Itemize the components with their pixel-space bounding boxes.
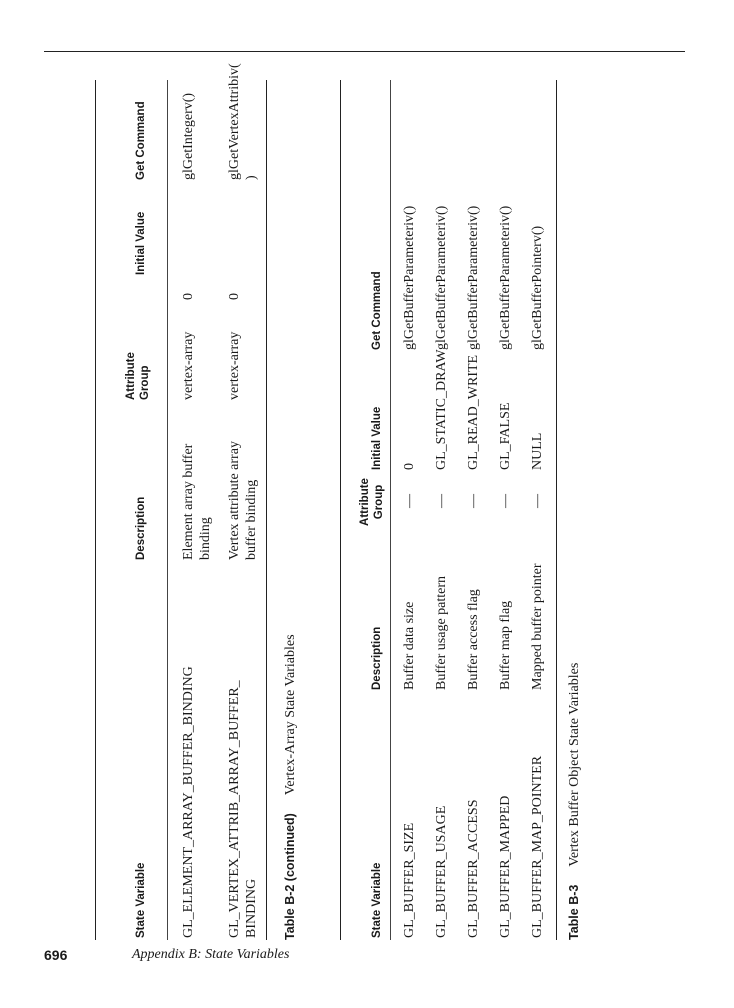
column-header: Attribute Group <box>125 352 151 400</box>
table-cell: GL_BUFFER_MAP_POINTER <box>530 755 545 938</box>
column-header: Initial Value <box>135 211 147 275</box>
table-cell: — <box>530 494 545 508</box>
table-cell: — <box>466 494 481 508</box>
page-number: 696 <box>44 947 68 963</box>
caption-label: Table B-3 <box>567 884 581 940</box>
table-cell: vertex-array <box>227 331 242 400</box>
header-rule <box>390 80 391 940</box>
table-caption <box>566 663 583 940</box>
table-cell: GL_ELEMENT_ARRAY_BUFFER_BINDING <box>181 666 196 938</box>
running-head: Appendix B: State Variables <box>132 947 290 962</box>
table-cell: Buffer map flag <box>498 600 513 690</box>
table-top-rule <box>340 80 341 940</box>
table-cell: glGetVertexAttribiv( ) <box>227 63 259 180</box>
table-cell: Mapped buffer pointer <box>530 563 545 690</box>
table-cell: glGetBufferPointerv() <box>530 225 545 350</box>
table-cell: — <box>402 494 417 508</box>
caption-label: Table B-2 (continued) <box>283 813 297 940</box>
table-cell: 0 <box>227 293 242 300</box>
top-rule <box>44 51 685 52</box>
column-header: Get Command <box>371 271 383 350</box>
caption-text: Vertex-Array State Variables <box>283 634 298 796</box>
table-cell: Buffer data size <box>402 601 417 690</box>
table-cell: Vertex attribute array buffer binding <box>227 441 259 560</box>
table-cell: — <box>498 494 513 508</box>
table-cell: GL_READ_WRITE <box>466 354 481 470</box>
table-cell: GL_VERTEX_ATTRIB_ARRAY_BUFFER_ BINDING <box>227 680 259 938</box>
table-cell: Element array buffer binding <box>181 443 213 560</box>
table-cell: NULL <box>530 432 545 470</box>
table-cell: vertex-array <box>181 331 196 400</box>
table-b3 <box>340 80 580 940</box>
header-rule <box>167 80 168 940</box>
table-cell: glGetBufferParameteriv() <box>466 205 481 350</box>
table-cell: 0 <box>181 293 196 300</box>
table-cell: — <box>434 494 449 508</box>
column-header: Initial Value <box>371 406 383 470</box>
caption-text: Vertex Buffer Object State Variables <box>567 662 582 867</box>
column-header: Description <box>371 626 383 690</box>
column-header: Attribute Group <box>359 478 385 526</box>
table-cell: glGetBufferParameteriv() <box>498 205 513 350</box>
table-cell: GL_BUFFER_USAGE <box>434 805 449 938</box>
table-cell: GL_BUFFER_SIZE <box>402 822 417 938</box>
table-caption <box>282 634 299 940</box>
column-header: Get Command <box>135 101 147 180</box>
column-header: State Variable <box>135 862 147 938</box>
table-cell: GL_STATIC_DRAW <box>434 349 449 470</box>
rotated-page-content <box>90 63 610 940</box>
table-bottom-rule <box>266 80 267 940</box>
table-top-rule <box>95 80 96 940</box>
column-header: Description <box>135 496 147 560</box>
table-bottom-rule <box>556 80 557 940</box>
table-cell: Buffer usage pattern <box>434 575 449 690</box>
table-cell: glGetBufferParameteriv() <box>434 205 449 350</box>
column-header: State Variable <box>371 862 383 938</box>
table-cell: glGetBufferParameteriv() <box>402 205 417 350</box>
table-cell: GL_FALSE <box>498 402 513 470</box>
table-cell: GL_BUFFER_MAPPED <box>498 795 513 938</box>
table-b2 <box>90 63 268 940</box>
table-cell: glGetIntegerv() <box>181 92 196 180</box>
table-cell: Buffer access flag <box>466 589 481 690</box>
table-cell: 0 <box>402 463 417 470</box>
table-cell: GL_BUFFER_ACCESS <box>466 799 481 938</box>
